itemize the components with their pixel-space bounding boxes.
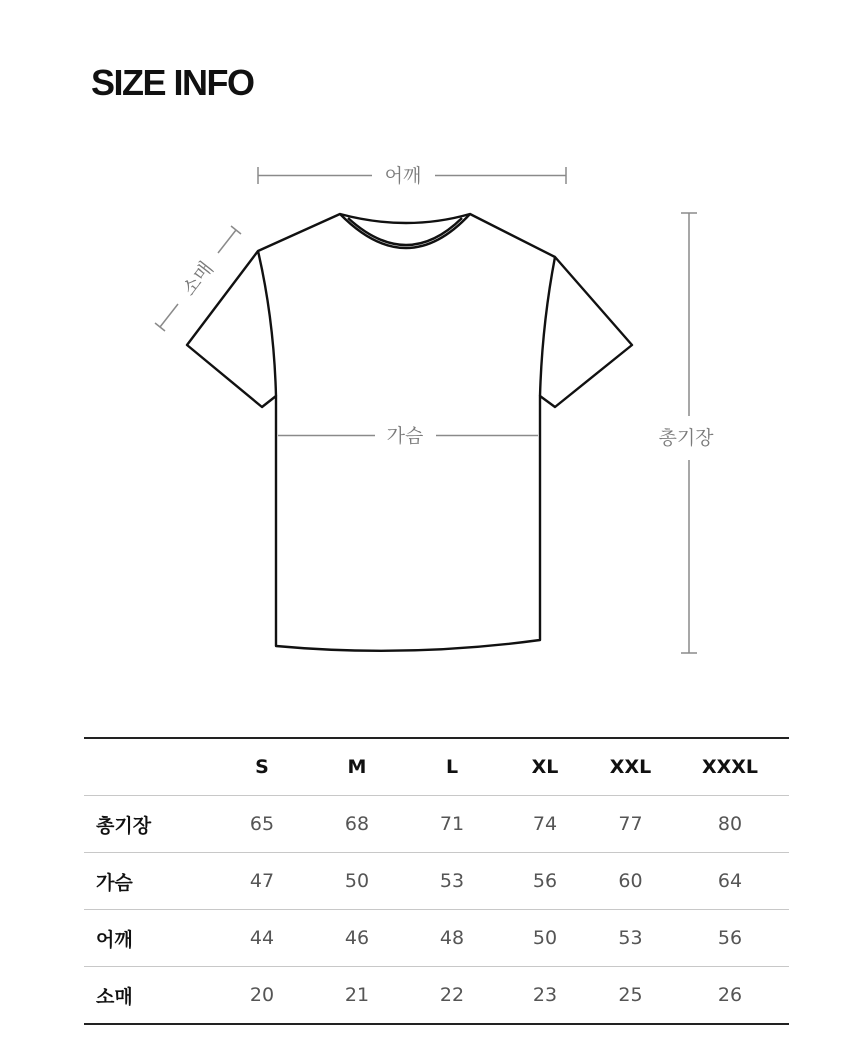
corner-cell [84, 738, 214, 796]
table-cell: 56 [500, 853, 590, 910]
table-row [84, 853, 789, 910]
table-cell: 20 [214, 967, 310, 1025]
table-cell: 21 [310, 967, 404, 1025]
table-cell: 56 [671, 910, 789, 967]
chest-label: 가슴 [386, 425, 424, 447]
size-header-s: S [214, 738, 310, 796]
size-header-xxl: XXL [590, 738, 671, 796]
table-cell: 68 [310, 796, 404, 853]
page-title: SIZE INFO [91, 62, 254, 103]
size-header-m: M [310, 738, 404, 796]
table-row [84, 967, 789, 1025]
table-cell: 44 [214, 910, 310, 967]
table-cell: 26 [671, 967, 789, 1025]
row-label: 가슴 [84, 853, 214, 910]
length-label: 총기장 [658, 427, 714, 449]
table-cell: 65 [214, 796, 310, 853]
size-table [84, 737, 789, 1025]
table-cell: 71 [404, 796, 500, 853]
table-cell: 53 [590, 910, 671, 967]
table-row [84, 910, 789, 967]
table-cell: 53 [404, 853, 500, 910]
table-cell: 64 [671, 853, 789, 910]
table-cell: 50 [310, 853, 404, 910]
table-row [84, 796, 789, 853]
table-cell: 60 [590, 853, 671, 910]
table-cell: 23 [500, 967, 590, 1025]
table-cell: 46 [310, 910, 404, 967]
tshirt-size-diagram [0, 150, 860, 690]
size-header-xxxl: XXXL [671, 738, 789, 796]
table-cell: 77 [590, 796, 671, 853]
table-cell: 74 [500, 796, 590, 853]
size-header-l: L [404, 738, 500, 796]
row-label: 총기장 [84, 796, 214, 853]
table-cell: 22 [404, 967, 500, 1025]
table-cell: 50 [500, 910, 590, 967]
sleeve-label: 소매 [178, 257, 218, 301]
size-header-row [84, 738, 789, 796]
table-cell: 48 [404, 910, 500, 967]
table-cell: 47 [214, 853, 310, 910]
row-label: 소매 [84, 967, 214, 1025]
size-header-xl: XL [500, 738, 590, 796]
table-cell: 80 [671, 796, 789, 853]
shoulder-label: 어깨 [384, 165, 422, 187]
table-cell: 25 [590, 967, 671, 1025]
row-label: 어깨 [84, 910, 214, 967]
